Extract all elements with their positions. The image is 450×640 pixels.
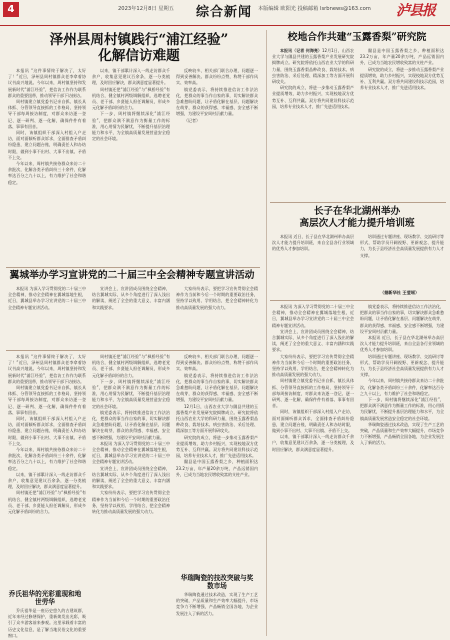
editor-line: 本版编辑 欧阳光 投稿邮箱 lsrbnews@163.com: [258, 6, 371, 12]
paragraph: 研究院的成立，将进一步推动玉露香梨产业提质增效，助力乡村振兴，实现校地双方优势互补、互利共赢。双方将共同建设科技示范园，培养专业技术人才，推广先进适用技术。: [360, 66, 444, 91]
middle-article-col1: [8, 286, 86, 348]
middle-article-col2: [92, 286, 170, 348]
main-article-col2: [92, 68, 170, 266]
paragraph: 下一步，周村镇将继续深化“浦江经验”，把群众满不满意作为衡量工作的标准，用心用情为民解忧，不断提升基层治理能力和水平，为全镇高质量发展营造安全稳定的社会环境。: [92, 111, 170, 142]
issue-date: 2023年12月8日 星期五: [118, 6, 174, 12]
paragraph: 周村镇还把“浦江经验”与“枫桥经验”有机结合，健全镇村两级调解组织，选聘老党员、老干部、乡贤能人担任调解员，形成多元化解矛盾纠纷的合力。: [8, 490, 86, 515]
paragraph: [272, 48, 354, 85]
paragraph: 本报讯 为深入学习贯彻党的二十届三中全会精神，推动全会精神在翼城落地生根，近日，翼城县举办学习宣讲党的二十届三中全会精神专题宣讲活动。: [8, 286, 86, 310]
middle-headline: 翼城举办学习宣讲党的二十届三中全会精神专题宣讲活动: [9, 270, 255, 281]
right2-article-col2: [360, 234, 444, 286]
paragraph: 华瑞陶瓷通过技术改造，实现了生产工艺的突破，产品质量和生产效率大幅提升，市场竞争力不断增强，产品畅销全国各地，为企业发展注入了新的活力。: [176, 592, 258, 616]
right-article-col1: [272, 48, 354, 200]
main-article-col3: [176, 68, 258, 266]
subarticle-headline: 华瑞陶瓷的技改突破与奖数市场: [180, 574, 254, 590]
paragraph: 同时，该镇组织干部深入村组入户走访，面对面倾听群众诉求，全面排查矛盾纠纷隐患，建立问题台账，明确责任人和办结时限，做到小事不出村、大事不出镇、矛盾不上交。: [8, 416, 86, 446]
paragraph: 今年以来，周村镇共接待群众来访二十余批次，化解各类矛盾纠纷三十余件，化解率达百分之九十以上，有力维护了社会和谐稳定。: [8, 447, 86, 471]
page-number: 4: [3, 2, 19, 17]
paragraph: 今年以来，周村镇共接待群众来访二十余批次，化解各类矛盾纠纷三十余件，化解率达百分之九十以上，有力维护了社会和谐稳定。: [360, 378, 444, 396]
paragraph: 镇党委表示，将持续推进信访工作法治化，把群众的事当作自家的事，切实解决群众急难愁盼问题，让矛盾化解在基层、问题解决在萌芽，群众的获得感、幸福感、安全感不断增强，为建设平安周村贡献力量。: [360, 304, 444, 334]
divider: [270, 300, 446, 301]
paragraph: 本报讯 近日，长子县在华北湖州举办高层次人才能力提升培训班，来自全县各行业领域的优秀人才参加培训。: [360, 335, 444, 353]
paragraph: 周村镇建立镇党委书记亲自抓、镇长具体抓、分管领导直接抓的工作格局，坚持领导干部每周接访制度，对群众来访逐一登记、逐一研判、逐一化解，确保件件有着落、事事有回音。: [272, 378, 354, 409]
paragraph: 培训通过专题讲座、现场教学、交流研讨等形式，帮助学员开阔视野、更新观念、提升能力，为长子县经济社会高质量发展提供有力人才支撑。: [360, 353, 444, 378]
paragraph: 研究院的成立，将进一步推动玉露香梨产业提质增效，助力乡村振兴，实现校地双方优势互补、互利共赢。双方将共同建设科技示范园，培养专业技术人才，推广先进适用技术。: [272, 85, 354, 109]
paragraph: 宣讲会上，宣讲团成员围绕全会精神，结合翼城实际，从多个角度进行了深入浅出的解读，阐述了全会的重大意义、丰富内涵和实践要求。: [272, 328, 354, 353]
paragraph: 宣讲会上，宣讲团成员围绕全会精神，结合翼城实际，从多个角度进行了深入浅出的解读，阐述了全会的重大意义、丰富内涵和实践要求。: [92, 465, 170, 490]
article-author: （据新华社 王莹瑶）: [380, 290, 420, 295]
paragraph: 华瑞陶瓷通过技术改造，实现了生产工艺的突破，产品质量和生产效率大幅提升，市场竞争力不断增强，产品畅销全国各地，为企业发展注入了新的活力。: [360, 421, 444, 446]
lower-article-col1: [8, 354, 86, 586]
paragraph: 周村镇还把“浦江经验”与“枫桥经验”有机结合，健全镇村两级调解组织，选聘老党员、老干部、乡贤能人担任调解员，形成多元化解矛盾纠纷的合力。: [92, 86, 170, 111]
paragraph: 下一步，周村镇将继续深化“浦江经验”，把群众满不满意作为衡量工作的标准，用心用情为民解忧，不断提升基层治理能力和水平，为全镇高质量发展营造安全稳定的社会环境。: [360, 397, 444, 421]
paragraph: 大家纷纷表示，要把学习宣传贯彻全会精神作为当前和今后一个时期的重要政治任务，坚持学以致用、学用结合，把全会精神转化为推动高质量发展的强大动力。: [272, 353, 354, 378]
paragraph: 镇党委表示，将持续推进信访工作法治化，把群众的事当作自家的事，切实解决群众急难愁盼问题，让矛盾化解在基层、问题解决在萌芽，群众的获得感、幸福感、安全感不断增强，为建设平安周村贡献力量。: [92, 409, 170, 440]
lower-article-col3: [176, 354, 258, 570]
paragraph: 同时，该镇组织干部深入村组入户走访，面对面倾听群众诉求，全面排查矛盾纠纷隐患，建立问题台账，明确责任人和办结时限，做到小事不出村、大事不出镇、矛盾不上交。: [272, 409, 354, 434]
main-headline: 泽州县周村镇践行“浦江经验” 化解信访难题: [49, 32, 229, 64]
paragraph: 以来，镇干部累计深入一线走访群众千余户，收集意见建议百余条，逐一分类梳理，及时回应解决，群众满意度显著提升。: [92, 68, 170, 86]
lower-article-col2: [92, 354, 170, 638]
right-headline-1: 校地合作共建“玉露香梨”研究院: [287, 32, 427, 43]
paragraph: 乔氏祖华是一座历史悠久的古建筑群，近年来经过修缮保护，重新焕发出光彩，吸引了众多游客前来参观。这里承载着丰富的历史文化信息，是了解当地民俗文化的重要窗口。: [8, 608, 86, 638]
subarticle-body: [8, 608, 86, 638]
paragraph: 宣讲会上，宣讲团成员围绕全会精神，结合翼城实际，从多个角度进行了深入浅出的解读，阐述了全会的重大意义、丰富内涵和实践要求。: [92, 286, 170, 310]
divider: [6, 350, 260, 351]
byline: 本报讯（记者 何海亮）: [280, 48, 322, 53]
paragraph: 12月1日，山西农业大学与隰县共建的玉露香梨产业发展研究院揭牌成立。研究院将依托山西农业大学的科研力量，围绕玉露香梨品种改良、栽培技术、病虫害防治、采后处理、精深加工等方面开展科研攻关。: [176, 403, 258, 434]
paragraph: 下一步，周村镇将继续深化“浦江经验”，把群众满不满意作为衡量工作的标准，用心用情为民解忧，不断提升基层治理能力和水平，为全镇高质量发展营造安全稳定的社会环境。: [92, 378, 170, 409]
right-article-col2: [360, 48, 444, 200]
paragraph: 同时，该镇组织干部深入村组入户走访，面对面倾听群众诉求，全面排查矛盾纠纷隐患，建立问题台账，明确责任人和办结时限，做到小事不出村、大事不出镇、矛盾不上交。: [8, 130, 86, 160]
paragraph: 大家纷纷表示，要把学习宣传贯彻全会精神作为当前和今后一个时期的重要政治任务，坚持学以致用、学用结合，把全会精神转化为推动高质量发展的强大动力。: [176, 286, 258, 310]
masthead: [0, 0, 450, 26]
paragraph: 以来，镇干部累计深入一线走访群众千余户，收集意见建议百余条，逐一分类梳理，及时回应解决，群众满意度显著提升。: [272, 434, 354, 452]
paragraph: 周村镇建立镇党委书记亲自抓、镇长具体抓、分管领导直接抓的工作格局，坚持领导干部每周接访制度，对群众来访逐一登记、逐一研判、逐一化解，确保件件有着落、事事有回音。: [8, 385, 86, 415]
paragraph: 隰县是中国玉露香梨之乡，种植面积达23.2万亩，年产量20余万吨，产品远销国内外，已成为当地农民增收致富的支柱产业。: [176, 459, 258, 477]
divider: [6, 267, 260, 268]
right2-article-col1: [272, 234, 354, 286]
paragraph: 镇党委表示，将持续推进信访工作法治化，把群众的事当作自家的事，切实解决群众急难愁盼问题，让矛盾化解在基层、问题解决在萌芽，群众的获得感、幸福感、安全感不断增强，为建设平安周村贡献力量。: [176, 86, 258, 117]
paragraph: 隰县是中国玉露香梨之乡，种植面积达23.2万亩，年产量20余万吨，产品远销国内外，已成为当地农民增收致富的支柱产业。: [360, 48, 444, 66]
main-article-col1: [8, 68, 86, 266]
paragraph: 以来，镇干部累计深入一线走访群众千余户，收集意见建议百余条，逐一分类梳理，及时回应解决，群众满意度显著提升。: [8, 471, 86, 490]
paragraph: 本报讯 为深入学习贯彻党的二十届三中全会精神，推动全会精神在翼城落地生根，近日，翼城县举办学习宣讲党的二十届三中全会精神专题宣讲活动。: [272, 304, 354, 328]
middle-article-col3: [176, 286, 258, 348]
paragraph: 镇党委表示，将持续推进信访工作法治化，把群众的事当作自家的事，切实解决群众急难愁盼问题，让矛盾化解在基层、问题解决在萌芽，群众的获得感、幸福感、安全感不断增强，为建设平安周村贡献力量。: [176, 372, 258, 403]
paragraph-text: 12月1日，山西农业大学与隰县共建的玉露香梨产业发展研究院揭牌成立。研究院将依托山西农业大学的科研力量，围绕玉露香梨品种改良、栽培技术、病虫害防治、采后处理、精深加工等方面开展科研攻关。: [272, 48, 354, 85]
paragraph: 周村镇还把“浦江经验”与“枫桥经验”有机结合，健全镇村两级调解组织，选聘老党员、老干部、乡贤能人担任调解员，形成多元化解矛盾纠纷的合力。: [92, 354, 170, 378]
subarticle-headline: 乔氏祖华的光彩重现和地世劳华: [8, 590, 82, 606]
right-lower-col2: [360, 304, 444, 638]
paragraph: 本报讯 为深入学习贯彻党的二十届三中全会精神，推动全会精神在翼城落地生根，近日，翼城县举办学习宣讲党的二十届三中全会精神专题宣讲活动。: [92, 440, 170, 465]
paragraph: 大家纷纷表示，要把学习宣传贯彻全会精神作为当前和今后一个时期的重要政治任务，坚持学以致用、学用结合，把全会精神转化为推动高质量发展的强大动力。: [92, 490, 170, 515]
divider: [270, 202, 446, 203]
paragraph: 研究院的成立，将进一步推动玉露香梨产业提质增效，助力乡村振兴，实现校地双方优势互补、互利共赢。双方将共同建设科技示范园，培养专业技术人才，推广先进适用技术。: [176, 434, 258, 459]
subarticle-body: [176, 592, 258, 638]
column-divider: [266, 30, 267, 636]
paragraph: 反映较多、相关部门联合办理，问题逐一得到妥善解决。群众纷纷点赞，称赞干部作风实、效率高。: [176, 68, 258, 86]
paragraph: 反映较多、相关部门联合办理，问题逐一得到妥善解决。群众纷纷点赞，称赞干部作风实、效率高。: [176, 354, 258, 372]
section-title: 综合新闻: [196, 5, 253, 20]
paragraph: 今年以来，周村镇共接待群众来访二十余批次，化解各类矛盾纠纷三十余件，化解率达百分之九十以上，有力维护了社会和谐稳定。: [8, 161, 86, 185]
newspaper-logo: 泸县报: [396, 3, 435, 19]
paragraph: 本报讯 近日，长子县在华北湖州举办高层次人才能力提升培训班，来自全县各行业领域的优秀人才参加培训。: [272, 234, 354, 252]
paragraph: 周村镇建立镇党委书记亲自抓、镇长具体抓、分管领导直接抓的工作格局，坚持领导干部每周接访制度，对群众来访逐一登记、逐一研判、逐一化解，确保件件有着落、事事有回音。: [8, 99, 86, 129]
paragraph: 培训通过专题讲座、现场教学、交流研讨等形式，帮助学员开阔视野、更新观念、提升能力，为长子县经济社会高质量发展提供有力人才支撑。: [360, 234, 444, 258]
paragraph: 本报讯 “这件事情终于解决了，太好了！”近日，泽州县周村镇群众老李拿着协议书高兴地说。今年以来，周村镇坚持和发展新时代“浦江经验”，把信访工作作为联系群众的重要纽带，推动领导干部下访接访。: [8, 68, 86, 98]
paragraph: （记者）: [184, 117, 200, 123]
right-headline-2: 长子在华北湖州举办 高层次人才能力提升培训班: [299, 206, 415, 229]
right-lower-col1: [272, 304, 354, 638]
paragraph: 本报讯 “这件事情终于解决了，太好了！”近日，泽州县周村镇群众老李拿着协议书高兴地说。今年以来，周村镇坚持和发展新时代“浦江经验”，把信访工作作为联系群众的重要纽带，推动领导干部下访接访。: [8, 354, 86, 384]
